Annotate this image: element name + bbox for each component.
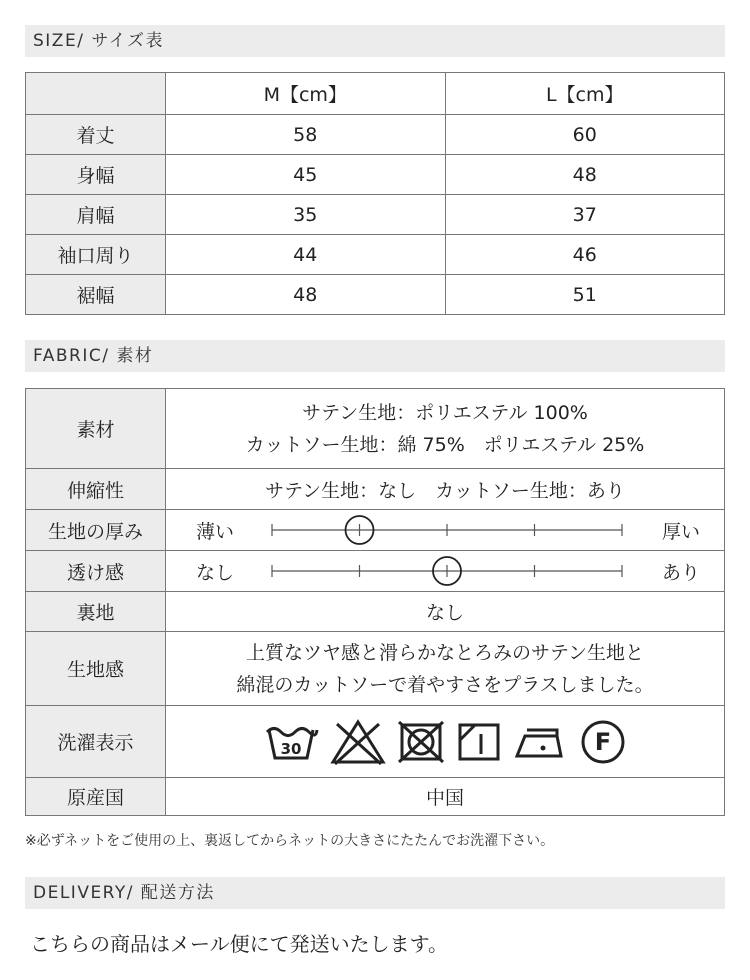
dry-clean-f-icon xyxy=(579,718,627,766)
iron-low-icon xyxy=(513,720,569,764)
delivery-section-title: DELIVERY/ 配送方法 xyxy=(25,877,725,909)
feel-line-2: 綿混のカットソーで着やすさをプラスしました。 xyxy=(236,673,654,696)
size-value-l: 37 xyxy=(445,195,725,235)
size-header-blank xyxy=(26,73,166,115)
size-value-m: 48 xyxy=(166,275,446,315)
no-tumble-dry-icon xyxy=(397,720,445,764)
line-dry-shade-icon xyxy=(455,720,503,764)
material-line-2: カットソー生地：綿 75% ポリエステル 25% xyxy=(245,433,645,456)
size-row-label: 着丈 xyxy=(26,115,166,155)
size-col-m: M【cm】 xyxy=(166,73,446,115)
fabric-label: 裏地 xyxy=(26,592,166,632)
size-value-m: 45 xyxy=(166,155,446,195)
size-value-l: 51 xyxy=(445,275,725,315)
fabric-label: 洗濯表示 xyxy=(26,706,166,778)
size-value-m: 58 xyxy=(166,115,446,155)
care-note: ※必ずネットをご使用の上、裏返してからネットの大きさにたたんでお洗濯下さい。 xyxy=(25,833,555,849)
sheerness-scale-track xyxy=(270,551,624,592)
size-row-label: 袖口周り xyxy=(26,235,166,275)
table-row xyxy=(26,778,725,816)
sheerness-scale xyxy=(166,551,725,592)
fabric-label: 原産国 xyxy=(26,778,166,816)
size-section-title: SIZE/ サイズ表 xyxy=(25,25,725,57)
fabric-label: 生地感 xyxy=(26,632,166,706)
size-value-l: 46 xyxy=(445,235,725,275)
sheerness-right-label: あり xyxy=(661,561,700,584)
table-row xyxy=(26,469,725,510)
table-row xyxy=(26,155,725,195)
table-row xyxy=(26,592,725,632)
wash-temp-label: 30 xyxy=(280,739,302,758)
wash-30-icon xyxy=(263,720,319,764)
table-row xyxy=(26,632,725,706)
size-header-row xyxy=(26,73,725,115)
size-row-label: 裾幅 xyxy=(26,275,166,315)
table-row xyxy=(26,115,725,155)
table-row xyxy=(26,389,725,469)
size-table xyxy=(25,72,725,315)
sheerness-left-label: なし xyxy=(196,561,235,584)
size-value-l: 48 xyxy=(445,155,725,195)
thickness-scale xyxy=(166,510,725,551)
thickness-scale-track xyxy=(270,510,624,551)
lining-value: なし xyxy=(166,592,725,632)
fabric-section-title: FABRIC/ 素材 xyxy=(25,340,725,372)
table-row xyxy=(26,235,725,275)
fabric-label: 生地の厚み xyxy=(26,510,166,551)
table-row xyxy=(26,510,725,551)
delivery-text: こちらの商品はメール便にて発送いたします。 xyxy=(30,932,448,956)
size-value-m: 44 xyxy=(166,235,446,275)
care-symbols xyxy=(166,706,725,778)
feel-line-1: 上質なツヤ感と滑らかなとろみのサテン生地と xyxy=(245,641,645,664)
stretch-value: サテン生地：なし カットソー生地：あり xyxy=(166,469,725,510)
table-row xyxy=(26,195,725,235)
fabric-label: 伸縮性 xyxy=(26,469,166,510)
table-row xyxy=(26,275,725,315)
material-line-1: サテン生地：ポリエステル 100% xyxy=(302,401,588,424)
fabric-label: 透け感 xyxy=(26,551,166,592)
size-row-label: 身幅 xyxy=(26,155,166,195)
no-bleach-icon xyxy=(329,718,387,766)
dry-clean-letter: F xyxy=(594,727,612,756)
size-row-label: 肩幅 xyxy=(26,195,166,235)
thickness-right-label: 厚い xyxy=(661,520,700,543)
thickness-left-label: 薄い xyxy=(196,520,235,543)
size-value-l: 60 xyxy=(445,115,725,155)
size-value-m: 35 xyxy=(166,195,446,235)
origin-value: 中国 xyxy=(166,778,725,816)
fabric-table xyxy=(25,388,725,816)
feel-value xyxy=(166,632,725,706)
table-row xyxy=(26,551,725,592)
table-row xyxy=(26,706,725,778)
size-col-l: L【cm】 xyxy=(445,73,725,115)
material-value xyxy=(166,389,725,469)
fabric-label: 素材 xyxy=(26,389,166,469)
